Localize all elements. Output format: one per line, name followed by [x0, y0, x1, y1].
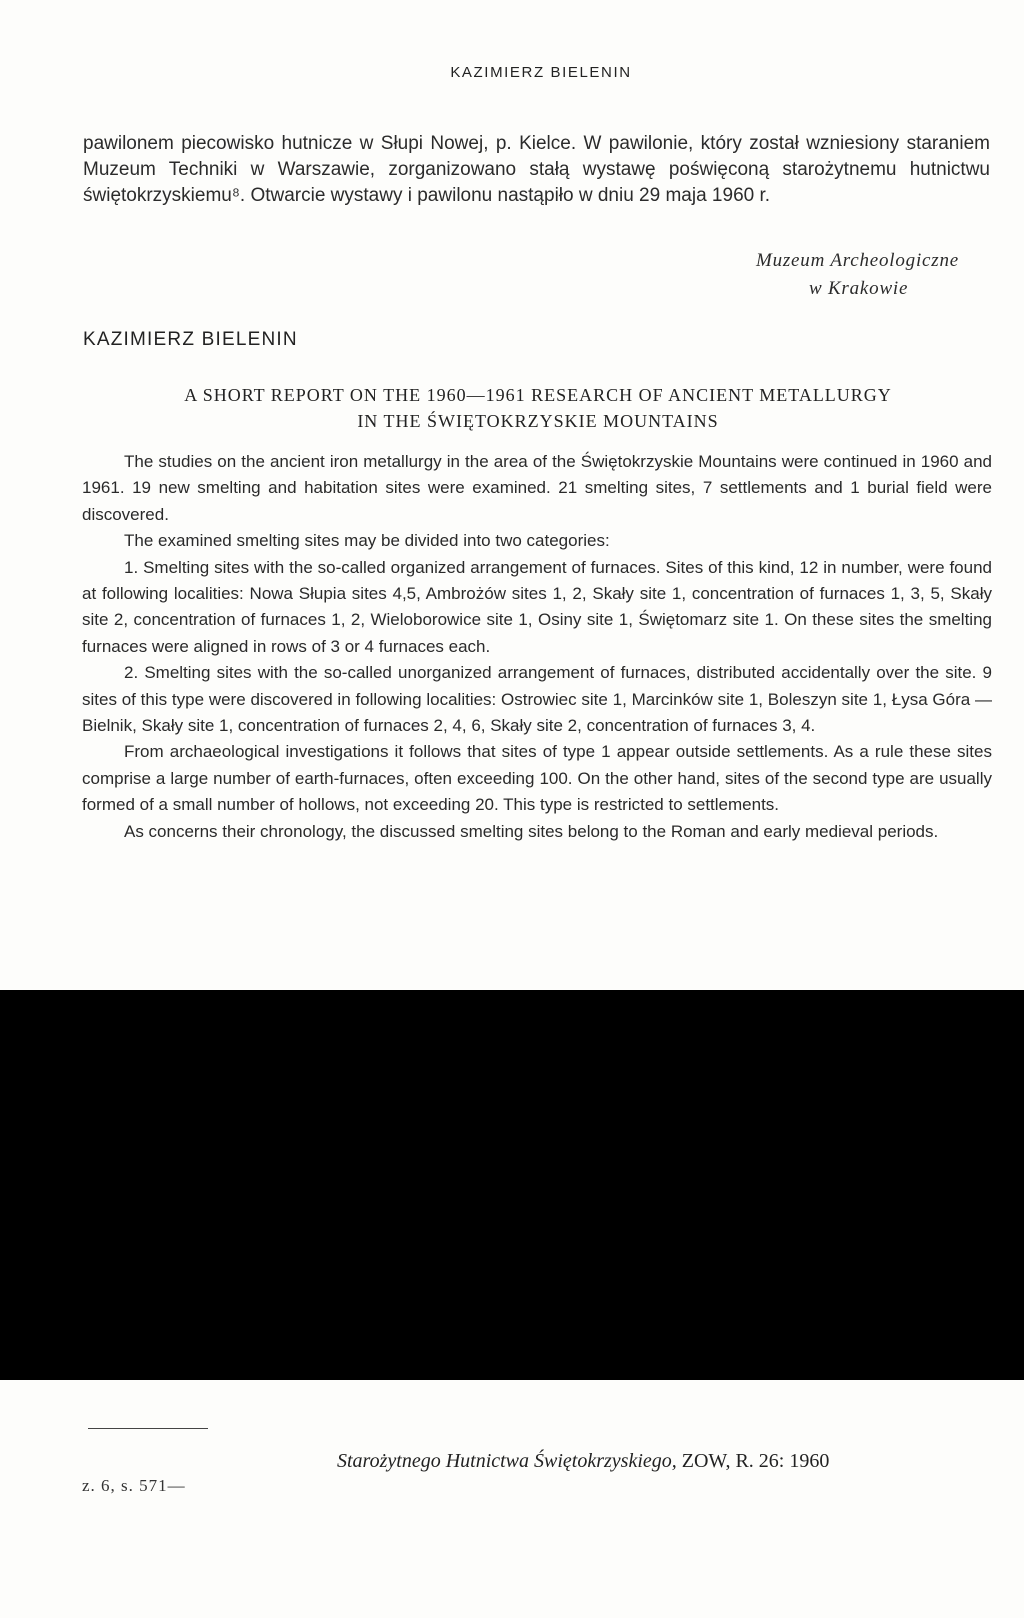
footnote-source: [337, 1450, 829, 1473]
footnote-divider: [88, 1428, 208, 1429]
body-paragraph: The examined smelting sites may be divided into two categories:: [124, 531, 610, 551]
footnote-source-title: Starożytnego Hutnictwa Świętokrzyskiego,: [337, 1450, 677, 1472]
polish-paragraph: pawilonem piecowisko hutnicze w Słupi Nowej, p. Kielce. W pawilonie, który został wzniesiony staraniem Muzeum Techniki w Warszawie, zorganizowano stałą wystawę poświęconą starożytnemu hutnictwu świętokrzyskiemu⁸. Otwarcie wystawy i pawilonu nastąpiło w dniu 29 maja 1960 r.: [83, 133, 990, 206]
footnote-source-details: ZOW, R. 26: 1960: [676, 1450, 830, 1472]
body-paragraph: From archaeological investigations it follows that sites of type 1 appear outside settlements. As a rule these sites comprise a large number of earth-furnaces, often exceeding 100. On the other hand, sites of the second type are usually formed of a small number of hollows, not exceeding 20. This type is restricted to settlements.: [82, 742, 992, 815]
affiliation: [756, 247, 959, 303]
body-paragraph: 2. Smelting sites with the so-called unorganized arrangement of furnaces, distributed accidentally over the site. 9 sites of this type were discovered in following localities: Ostrowiec site 1, Marcinków site 1, Boleszyn site 1, Łysa Góra — Bielnik, Skały site 1, concentration of furnaces 2, 4, 6, Skały site 2, concentration of furnaces 3, 4.: [82, 663, 992, 736]
article-body: [82, 449, 992, 845]
page-lower-area: [0, 1380, 1024, 1618]
running-head: KAZIMIERZ BIELENIN: [450, 64, 632, 81]
article-title: [83, 382, 993, 434]
affiliation-line-2: w Krakowie: [808, 278, 909, 299]
footnote-reference: z. 6, s. 571—: [82, 1476, 186, 1495]
article-title-line-2: IN THE ŚWIĘTOKRZYSKIE MOUNTAINS: [357, 411, 719, 431]
body-paragraph: As concerns their chronology, the discussed smelting sites belong to the Roman and early medieval periods.: [124, 821, 939, 841]
affiliation-line-1: Muzeum Archeologiczne: [755, 250, 959, 271]
article-author: KAZIMIERZ BIELENIN: [83, 329, 298, 350]
article-title-line-1: A SHORT REPORT ON THE 1960—1961 RESEARCH OF ANCIENT METALLURGY: [184, 385, 892, 405]
body-paragraph: The studies on the ancient iron metallurgy in the area of the Świętokrzyskie Mountains were continued in 1960 and 1961. 19 new smelting and habitation sites were examined. 21 smelting sites, 7 settlements and 1 burial field were discovered.: [82, 452, 992, 524]
body-paragraph: 1. Smelting sites with the so-called organized arrangement of furnaces. Sites of this kind, 12 in number, were found at following localities: Nowa Słupia sites 4,5, Ambrożów sites 1, 2, Skały site 1, concentration of furnaces 1, 3, 5, Skały site 2, concentration of furnaces 1, 2, Wieloborowice site 1, Osiny site 1, Świętomarz site 1. On these sites the smelting furnaces were aligned in rows of 3 or 4 furnaces each.: [82, 557, 992, 656]
